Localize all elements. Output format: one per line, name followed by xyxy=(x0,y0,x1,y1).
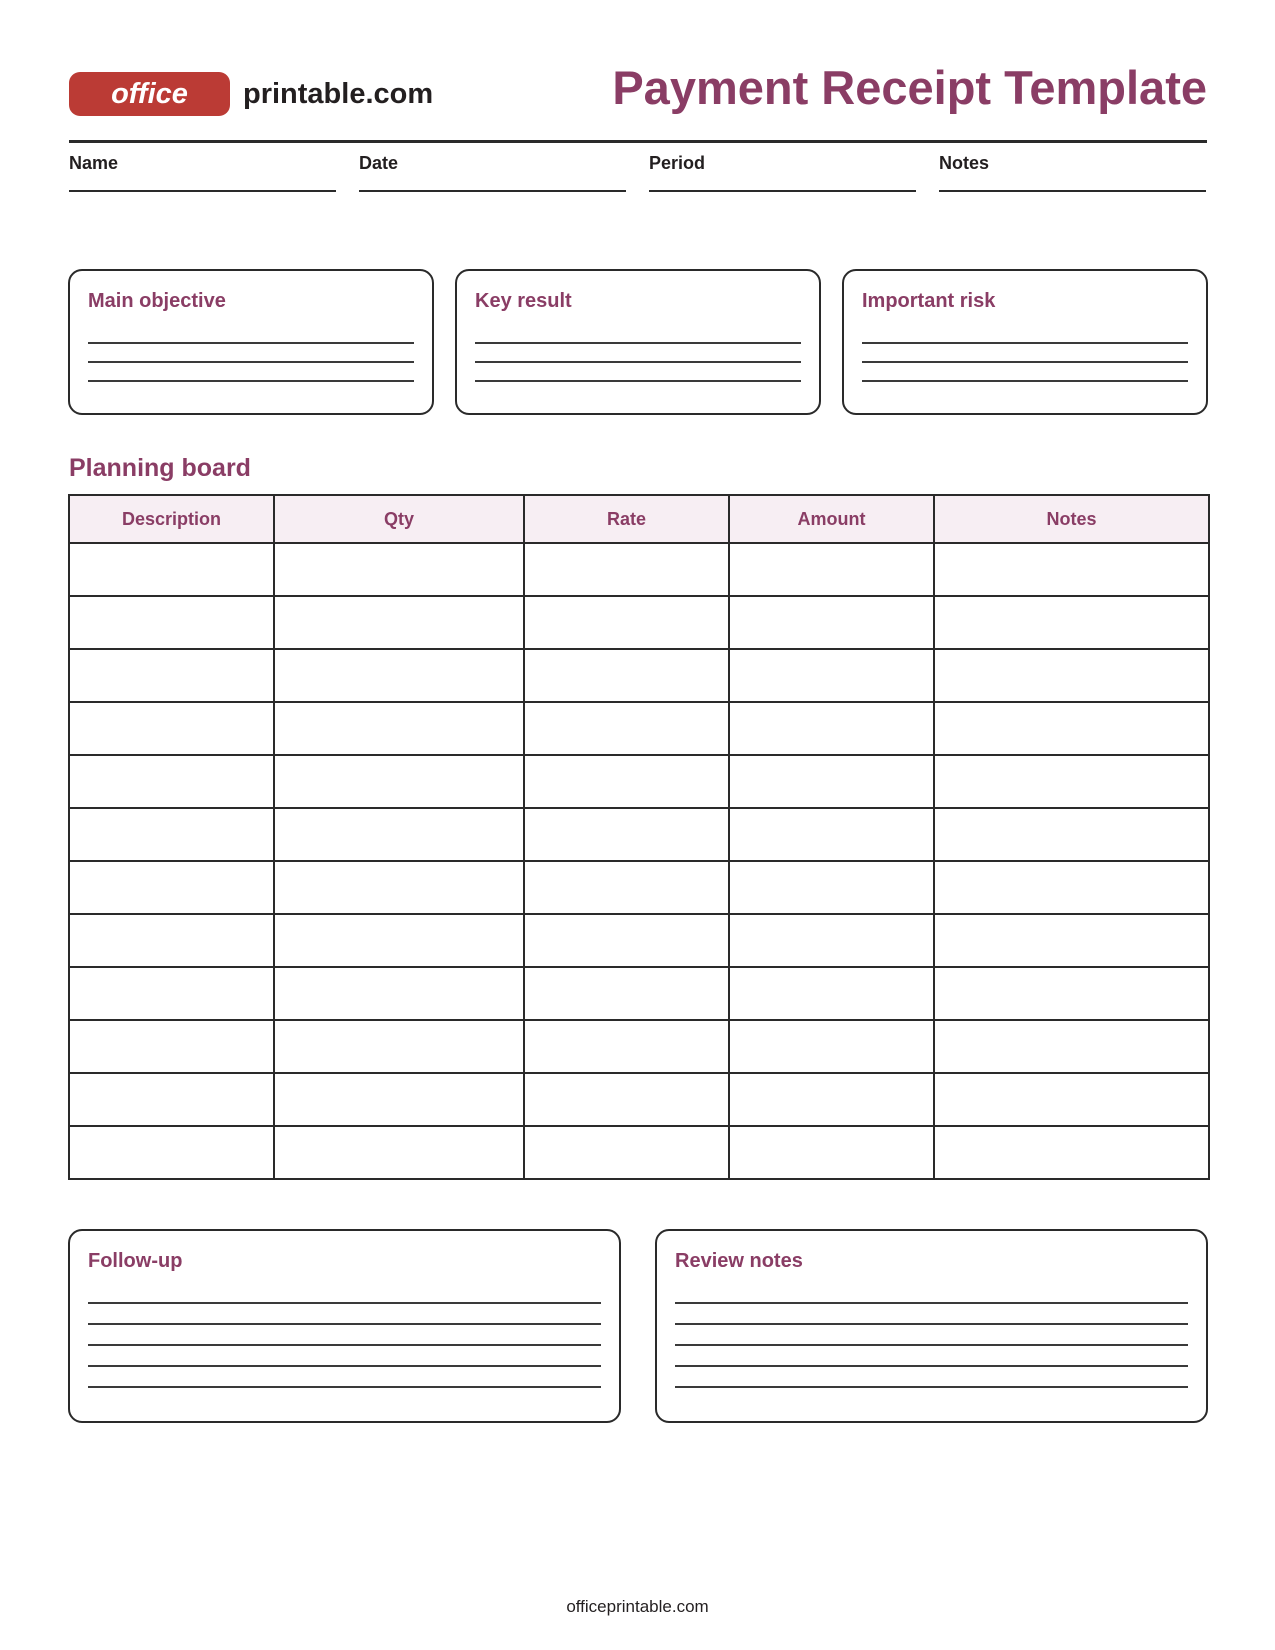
date-field-line xyxy=(359,190,626,192)
table-row xyxy=(69,596,1209,649)
table-cell-description[interactable] xyxy=(69,808,274,861)
follow-up-title: Follow-up xyxy=(88,1250,183,1272)
writing-line xyxy=(675,1302,1188,1304)
date-field[interactable] xyxy=(359,152,626,174)
table-cell-qty[interactable] xyxy=(274,596,524,649)
follow-up-box[interactable] xyxy=(68,1229,621,1423)
column-header-amount: Amount xyxy=(729,495,934,543)
table-cell-description[interactable] xyxy=(69,1126,274,1179)
important-risk-title: Important risk xyxy=(862,290,996,312)
table-cell-notes[interactable] xyxy=(934,702,1209,755)
table-cell-notes[interactable] xyxy=(934,914,1209,967)
table-cell-rate[interactable] xyxy=(524,596,729,649)
table-cell-notes[interactable] xyxy=(934,967,1209,1020)
planning-board-title: Planning board xyxy=(69,454,251,482)
table-cell-qty[interactable] xyxy=(274,1073,524,1126)
header-divider xyxy=(69,140,1207,143)
key-result-box[interactable] xyxy=(455,269,821,415)
table-cell-description[interactable] xyxy=(69,596,274,649)
table-cell-rate[interactable] xyxy=(524,808,729,861)
table-cell-notes[interactable] xyxy=(934,1020,1209,1073)
table-cell-description[interactable] xyxy=(69,755,274,808)
writing-line xyxy=(475,380,801,382)
name-field[interactable] xyxy=(69,152,336,174)
main-objective-box[interactable] xyxy=(68,269,434,415)
table-cell-amount[interactable] xyxy=(729,1126,934,1179)
planning-board-table xyxy=(68,494,1210,1180)
review-notes-box[interactable] xyxy=(655,1229,1208,1423)
table-row xyxy=(69,755,1209,808)
table-cell-qty[interactable] xyxy=(274,967,524,1020)
table-cell-rate[interactable] xyxy=(524,755,729,808)
table-cell-qty[interactable] xyxy=(274,1126,524,1179)
key-result-title: Key result xyxy=(475,290,572,312)
table-cell-rate[interactable] xyxy=(524,1020,729,1073)
table-cell-amount[interactable] xyxy=(729,543,934,596)
table-cell-description[interactable] xyxy=(69,543,274,596)
main-objective-title: Main objective xyxy=(88,290,226,312)
column-header-qty: Qty xyxy=(274,495,524,543)
table-cell-amount[interactable] xyxy=(729,1073,934,1126)
table-cell-qty[interactable] xyxy=(274,808,524,861)
table-cell-description[interactable] xyxy=(69,1073,274,1126)
writing-line xyxy=(88,342,414,344)
table-cell-qty[interactable] xyxy=(274,649,524,702)
table-row xyxy=(69,914,1209,967)
column-header-rate: Rate xyxy=(524,495,729,543)
table-cell-amount[interactable] xyxy=(729,861,934,914)
writing-line xyxy=(675,1386,1188,1388)
table-cell-qty[interactable] xyxy=(274,755,524,808)
writing-line xyxy=(88,1386,601,1388)
table-cell-description[interactable] xyxy=(69,914,274,967)
table-cell-description[interactable] xyxy=(69,702,274,755)
table-cell-qty[interactable] xyxy=(274,1020,524,1073)
table-cell-amount[interactable] xyxy=(729,702,934,755)
table-cell-notes[interactable] xyxy=(934,1126,1209,1179)
table-cell-amount[interactable] xyxy=(729,914,934,967)
writing-line xyxy=(88,1302,601,1304)
writing-line xyxy=(88,380,414,382)
table-cell-amount[interactable] xyxy=(729,1020,934,1073)
table-row xyxy=(69,1073,1209,1126)
period-field[interactable] xyxy=(649,152,916,174)
notes-field-line xyxy=(939,190,1206,192)
table-cell-amount[interactable] xyxy=(729,808,934,861)
table-cell-amount[interactable] xyxy=(729,649,934,702)
footer-text: officeprintable.com xyxy=(566,1597,709,1616)
table-cell-notes[interactable] xyxy=(934,543,1209,596)
table-cell-rate[interactable] xyxy=(524,1073,729,1126)
table-cell-qty[interactable] xyxy=(274,914,524,967)
date-field-label: Date xyxy=(359,153,399,173)
writing-line xyxy=(675,1365,1188,1367)
period-field-line xyxy=(649,190,916,192)
table-cell-amount[interactable] xyxy=(729,596,934,649)
column-header-notes: Notes xyxy=(934,495,1209,543)
writing-line xyxy=(862,380,1188,382)
table-cell-amount[interactable] xyxy=(729,967,934,1020)
table-row xyxy=(69,1126,1209,1179)
table-body xyxy=(69,543,1209,1179)
table-cell-amount[interactable] xyxy=(729,755,934,808)
table-cell-notes[interactable] xyxy=(934,596,1209,649)
notes-field[interactable] xyxy=(939,152,1206,174)
table-row xyxy=(69,1020,1209,1073)
table-cell-rate[interactable] xyxy=(524,861,729,914)
table-cell-rate[interactable] xyxy=(524,967,729,1020)
table-cell-rate[interactable] xyxy=(524,543,729,596)
writing-line xyxy=(862,342,1188,344)
table-cell-description[interactable] xyxy=(69,649,274,702)
table-header-row xyxy=(69,495,1209,543)
important-risk-box[interactable] xyxy=(842,269,1208,415)
writing-line xyxy=(88,1365,601,1367)
notes-field-label: Notes xyxy=(939,153,990,173)
table-row xyxy=(69,649,1209,702)
name-field-label: Name xyxy=(69,153,119,173)
table-row xyxy=(69,967,1209,1020)
column-header-description: Description xyxy=(69,495,274,543)
logo-badge: office xyxy=(69,72,230,116)
table-cell-description[interactable] xyxy=(69,1020,274,1073)
writing-line xyxy=(88,1344,601,1346)
writing-line xyxy=(475,361,801,363)
table-cell-rate[interactable] xyxy=(524,702,729,755)
table-cell-description[interactable] xyxy=(69,861,274,914)
writing-line xyxy=(862,361,1188,363)
table-cell-qty[interactable] xyxy=(274,702,524,755)
writing-line xyxy=(88,361,414,363)
writing-line xyxy=(475,342,801,344)
table-cell-notes[interactable] xyxy=(934,1073,1209,1126)
table-cell-rate[interactable] xyxy=(524,1126,729,1179)
table-cell-rate[interactable] xyxy=(524,914,729,967)
writing-line xyxy=(675,1323,1188,1325)
writing-line xyxy=(88,1323,601,1325)
table-cell-rate[interactable] xyxy=(524,649,729,702)
table-cell-notes[interactable] xyxy=(934,755,1209,808)
table-cell-notes[interactable] xyxy=(934,649,1209,702)
table-cell-description[interactable] xyxy=(69,967,274,1020)
table-row xyxy=(69,861,1209,914)
table-row xyxy=(69,702,1209,755)
table-cell-qty[interactable] xyxy=(274,861,524,914)
table-row xyxy=(69,808,1209,861)
table-cell-notes[interactable] xyxy=(934,861,1209,914)
logo-domain: printable.com xyxy=(243,78,434,110)
review-notes-title: Review notes xyxy=(675,1250,803,1272)
page-title: Payment Receipt Template xyxy=(612,61,1207,114)
table-row xyxy=(69,543,1209,596)
period-field-label: Period xyxy=(649,153,706,173)
table-cell-notes[interactable] xyxy=(934,808,1209,861)
name-field-line xyxy=(69,190,336,192)
table-cell-qty[interactable] xyxy=(274,543,524,596)
writing-line xyxy=(675,1344,1188,1346)
